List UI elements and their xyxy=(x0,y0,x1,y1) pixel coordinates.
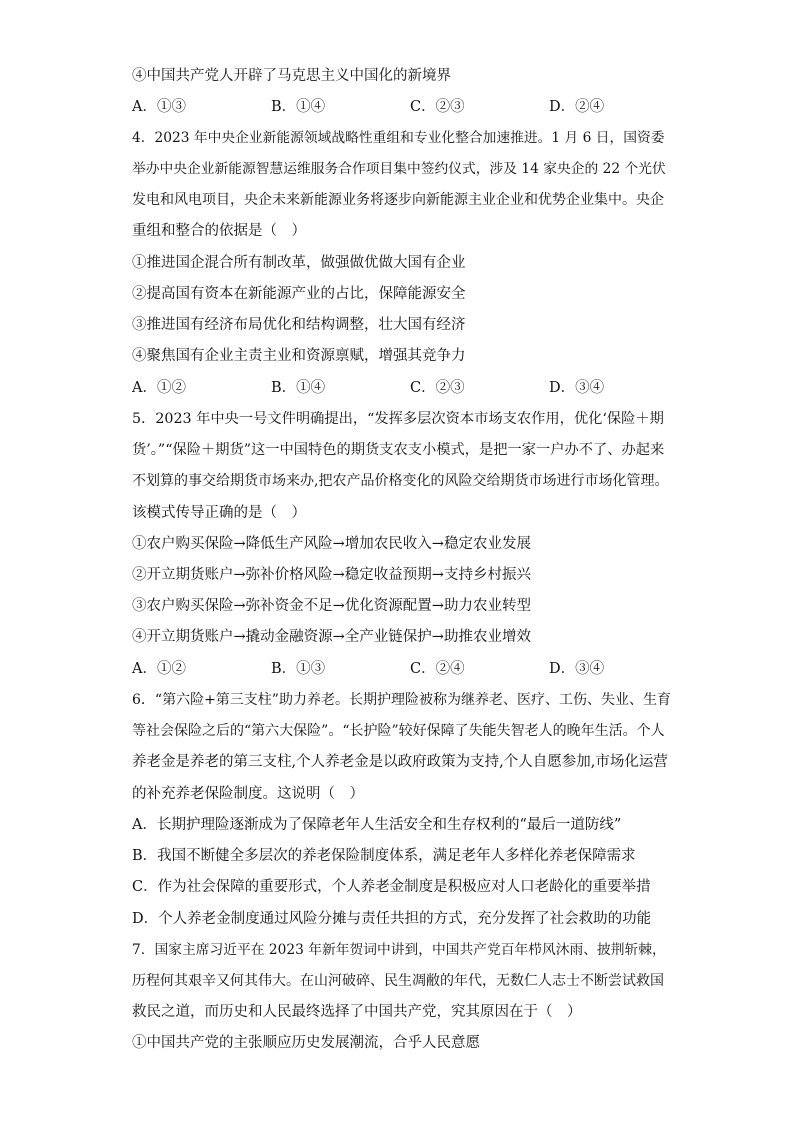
q5-stem-line: 该模式传导正确的是（ ） xyxy=(132,505,306,521)
q4-statement-2: ②提高国有资本在新能源产业的占比，保障能源安全 xyxy=(132,286,466,302)
q6-choice-b: B．我国不断健全多层次的养老保险制度体系，满足老年人多样化养老保障需求 xyxy=(132,848,636,864)
q7-stem-line: 历程何其艰辛又何其伟大。在山河破碎、民生凋敝的年代，无数仁人志士不断尝试救国 xyxy=(132,973,664,989)
q5-option-b: B．①③ xyxy=(271,661,326,677)
q6-stem-line: 6．“第六险+第三支柱”助力养老。长期护理险被称为继养老、医疗、工伤、失业、生育 xyxy=(132,692,671,708)
q5-statement-1: ①农户购买保险→降低生产风险→增加农民收入→稳定农业发展 xyxy=(132,536,531,552)
q5-stem-line: 货’。”“保险＋期货”这一中国特色的期货支农支小模式，是把一家一户办不了、办起来 xyxy=(132,442,665,458)
q6-stem-line: 养老金是养老的第三支柱,个人养老金是以政府政策为支持,个人自愿参加,市场化运营 xyxy=(132,754,668,770)
q6-choice-d: D．个人养老金制度通过风险分摊与责任共担的方式，充分发挥了社会救助的功能 xyxy=(132,911,652,927)
q5-stem-line: 5．2023 年中央一号文件明确提出，“发挥多层次资本市场支农作用，优化‘保险＋期 xyxy=(132,411,664,427)
q5-statement-2: ②开立期货账户→弥补价格风险→稳定收益预期→支持乡村振兴 xyxy=(132,567,531,583)
q4-statement-4: ④聚焦国有企业主责主业和资源禀赋，增强其竞争力 xyxy=(132,348,466,364)
q3-options xyxy=(132,97,672,117)
q4-option-c: C．②③ xyxy=(410,380,465,396)
q4-statement-3: ③推进国有经济布局优化和结构调整，壮大国有经济 xyxy=(132,317,466,333)
q5-stem-line: 不划算的事交给期货市场来办,把农产品价格变化的风险交给期货市场进行市场化管理。 xyxy=(132,473,669,489)
q3-statement-4: ④中国共产党人开辟了马克思主义中国化的新境界 xyxy=(132,68,451,84)
q4-stem-line: 举办中央企业新能源智慧运维服务合作项目集中签约仪式，涉及 14 家央企的 22 个光伏 xyxy=(132,161,666,177)
q6-stem-line: 的补充养老保险制度。这说明（ ） xyxy=(132,786,364,802)
q4-stem-line: 4．2023 年中央企业新能源领域战略性重组和专业化整合加速推进。1 月 6 日，国资委 xyxy=(132,130,665,146)
q4-option-a: A．①② xyxy=(132,380,186,396)
q5-option-d: D．③④ xyxy=(549,661,605,677)
q7-stem-line: 7．国家主席习近平在 2023 年新年贺词中讲到，中国共产党百年栉风沐雨、披荆斩棘， xyxy=(132,942,666,958)
q4-option-b: B．①④ xyxy=(271,380,326,396)
q6-choice-c: C．作为社会保障的重要形式，个人养老金制度是积极应对人口老龄化的重要举措 xyxy=(132,879,651,895)
q3-option-a: A．①③ xyxy=(132,99,186,115)
q5-statement-3: ③农户购买保险→弥补资金不足→优化资源配置→助力农业转型 xyxy=(132,598,531,614)
q3-option-b: B．①④ xyxy=(271,99,326,115)
q4-stem-line: 发电和风电项目，央企未来新能源业务将逐步向新能源主业企业和优势企业集中。央企 xyxy=(132,192,664,208)
q4-option-d: D．③④ xyxy=(549,380,605,396)
q5-statement-4: ④开立期货账户→撬动金融资源→全产业链保护→助推农业增效 xyxy=(132,629,531,645)
q6-stem-line: 等社会保险之后的“第六大保险”。“长护险”较好保障了失能失智老人的晚年生活。个人 xyxy=(132,723,665,739)
q4-options xyxy=(132,378,672,398)
q7-statement-1: ①中国共产党的主张顺应历史发展潮流，合乎人民意愿 xyxy=(132,1035,480,1051)
q4-stem-line: 重组和整合的依据是（ ） xyxy=(132,223,306,239)
q6-choice-a: A．长期护理险逐渐成为了保障老年人生活安全和生存权利的“最后一道防线” xyxy=(132,817,622,833)
q7-stem-line: 救民之道，而历史和人民最终选择了中国共产党，究其原因在于（ ） xyxy=(132,1004,582,1020)
q5-option-c: C．②④ xyxy=(410,661,465,677)
q5-options xyxy=(132,659,672,679)
q3-option-d: D．②④ xyxy=(549,99,605,115)
q4-statement-1: ①推进国企混合所有制改革，做强做优做大国有企业 xyxy=(132,255,466,271)
q5-option-a: A．①② xyxy=(132,661,186,677)
q3-option-c: C．②③ xyxy=(410,99,465,115)
